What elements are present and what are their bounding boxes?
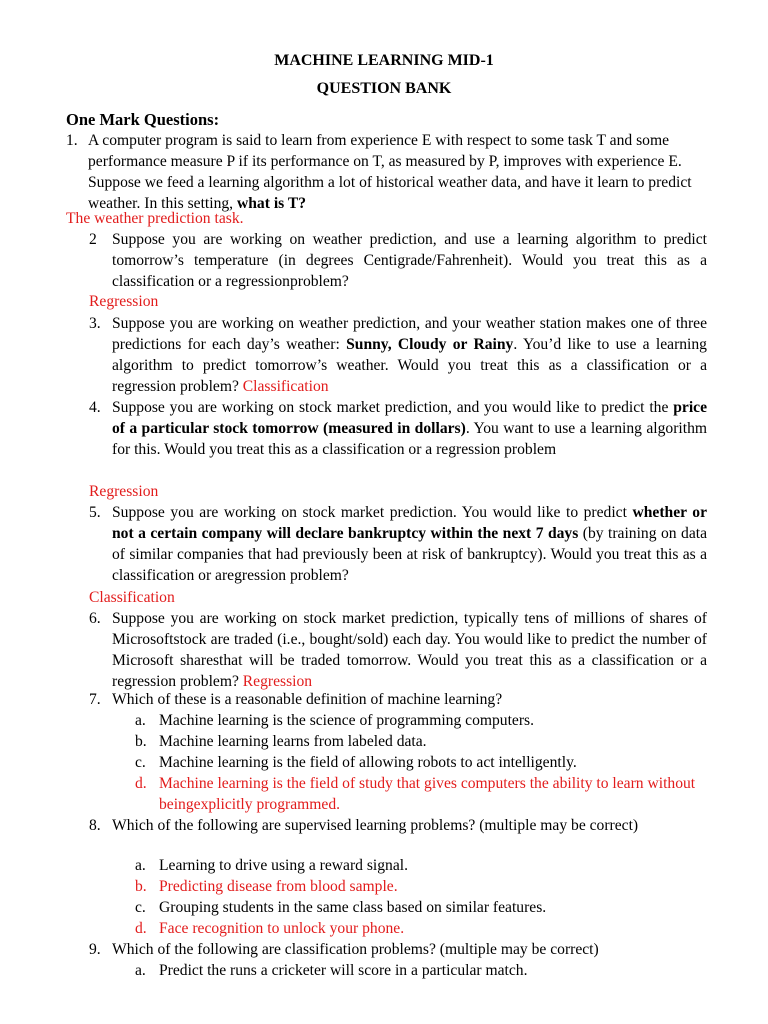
option-7a [135,710,705,731]
question-1 [66,130,706,214]
question-7 [89,689,707,710]
option-label: c. [135,899,146,916]
question-4 [89,397,707,460]
option-text: Predicting disease from blood sample. [159,878,398,895]
question-number: 3. [89,315,101,332]
question-text: Suppose you are working on stock market prediction, and you would like to predict the [112,399,669,416]
option-text: Machine learning is the science of programming computers. [159,712,534,729]
answer-6: Regression [242,673,313,690]
option-text: Face recognition to unlock your phone. [159,920,405,937]
question-bold-text: price of a particular stock tomorrow (measured in dollars) [112,399,707,437]
question-text: Suppose you are working on stock market prediction, typically tens of millions of shares of Microsoftstock are traded (i.e., bought/sold) each day. You would like to predict the number of Microsoft sharesthat will be traded tomorrow. Would you treat this as a classification or a regression problem? [112,610,707,690]
question-9 [89,939,707,960]
question-text-cont: . You’d like to use a learning algorithm to predict tomorrow’s weather. Would you treat this as a classification or a regression problem? [112,336,707,395]
option-8b-answer [135,876,705,897]
question-text-cont: (by training on data of similar companies that had previously been at risk of bankruptcy). Would you treat this as a classification or aregression problem? [112,525,708,584]
question-number: 2 [89,231,97,248]
question-3 [89,313,707,397]
question-number: 9. [89,941,101,958]
option-text: Machine learning is the field of allowing robots to act intelligently. [159,754,577,771]
option-text: Grouping students in the same class based on similar features. [159,899,547,916]
option-label: d. [135,775,147,792]
question-2 [89,229,707,292]
option-label: b. [135,733,147,750]
option-label: a. [135,857,146,874]
answer-4: Regression [89,483,159,500]
question-5 [89,502,707,586]
question-number: 8. [89,817,101,834]
question-number: 4. [89,399,101,416]
question-text: Which of the following are classification problems? (multiple may be correct) [112,941,599,958]
option-8a [135,855,705,876]
option-label: c. [135,754,146,771]
question-text: Which of the following are supervised learning problems? (multiple may be correct) [112,817,639,834]
question-8 [89,815,707,836]
question-text: Suppose you are working on weather prediction, and use a learning algorithm to predict tomorrow’s temperature (in degrees Centigrade/Fahrenheit). Would you treat this as a classification or a regressionproblem? [112,231,707,290]
question-bold-text: whether or not a certain company will declare bankruptcy within the next 7 days [112,504,707,542]
option-text: Learning to drive using a reward signal. [159,857,408,874]
section-heading: One Mark Questions: [66,110,220,129]
question-bold-text: Sunny, Cloudy or Rainy [346,336,514,353]
option-text: Machine learning learns from labeled data. [159,733,427,750]
option-7d-answer [135,773,705,815]
answer-1: The weather prediction task. [66,210,244,227]
question-number: 6. [89,610,101,627]
option-7b [135,731,705,752]
question-text: Which of these is a reasonable definition of machine learning? [112,691,503,708]
answer-5: Classification [89,589,175,606]
option-9a [135,960,705,981]
option-label: d. [135,920,147,937]
option-8c [135,897,705,918]
option-text: Predict the runs a cricketer will score in a particular match. [159,962,528,979]
answer-2: Regression [89,293,159,310]
option-label: b. [135,878,147,895]
option-7c [135,752,705,773]
document-title: MACHINE LEARNING MID-1 [274,52,494,69]
question-text: A computer program is said to learn from experience E with respect to some task T and some performance measure P if its performance on T, as measured by P, improves with experience E. Suppose we feed a learning algorithm a lot of historical weather data, and have it learn to predict weather. In this setting, [88,132,692,212]
question-bold-text: what is T? [237,195,307,212]
option-8d-answer [135,918,705,939]
option-text: Machine learning is the field of study that gives computers the ability to learn without beingexplicitly programmed. [159,775,696,813]
question-text-cont: . You want to use a learning algorithm for this. Would you treat this as a classification or a regression problem [112,420,707,458]
question-number: 1. [66,132,78,149]
document-subtitle: QUESTION BANK [316,80,452,97]
question-number: 7. [89,691,101,708]
question-text: Suppose you are working on weather prediction, and your weather station makes one of three predictions for each day’s weather: [112,315,707,353]
answer-3: Classification [242,378,329,395]
option-label: a. [135,962,146,979]
question-6 [89,608,707,692]
question-number: 5. [89,504,101,521]
question-text: Suppose you are working on stock market prediction. You would like to predict [112,504,627,521]
option-label: a. [135,712,146,729]
